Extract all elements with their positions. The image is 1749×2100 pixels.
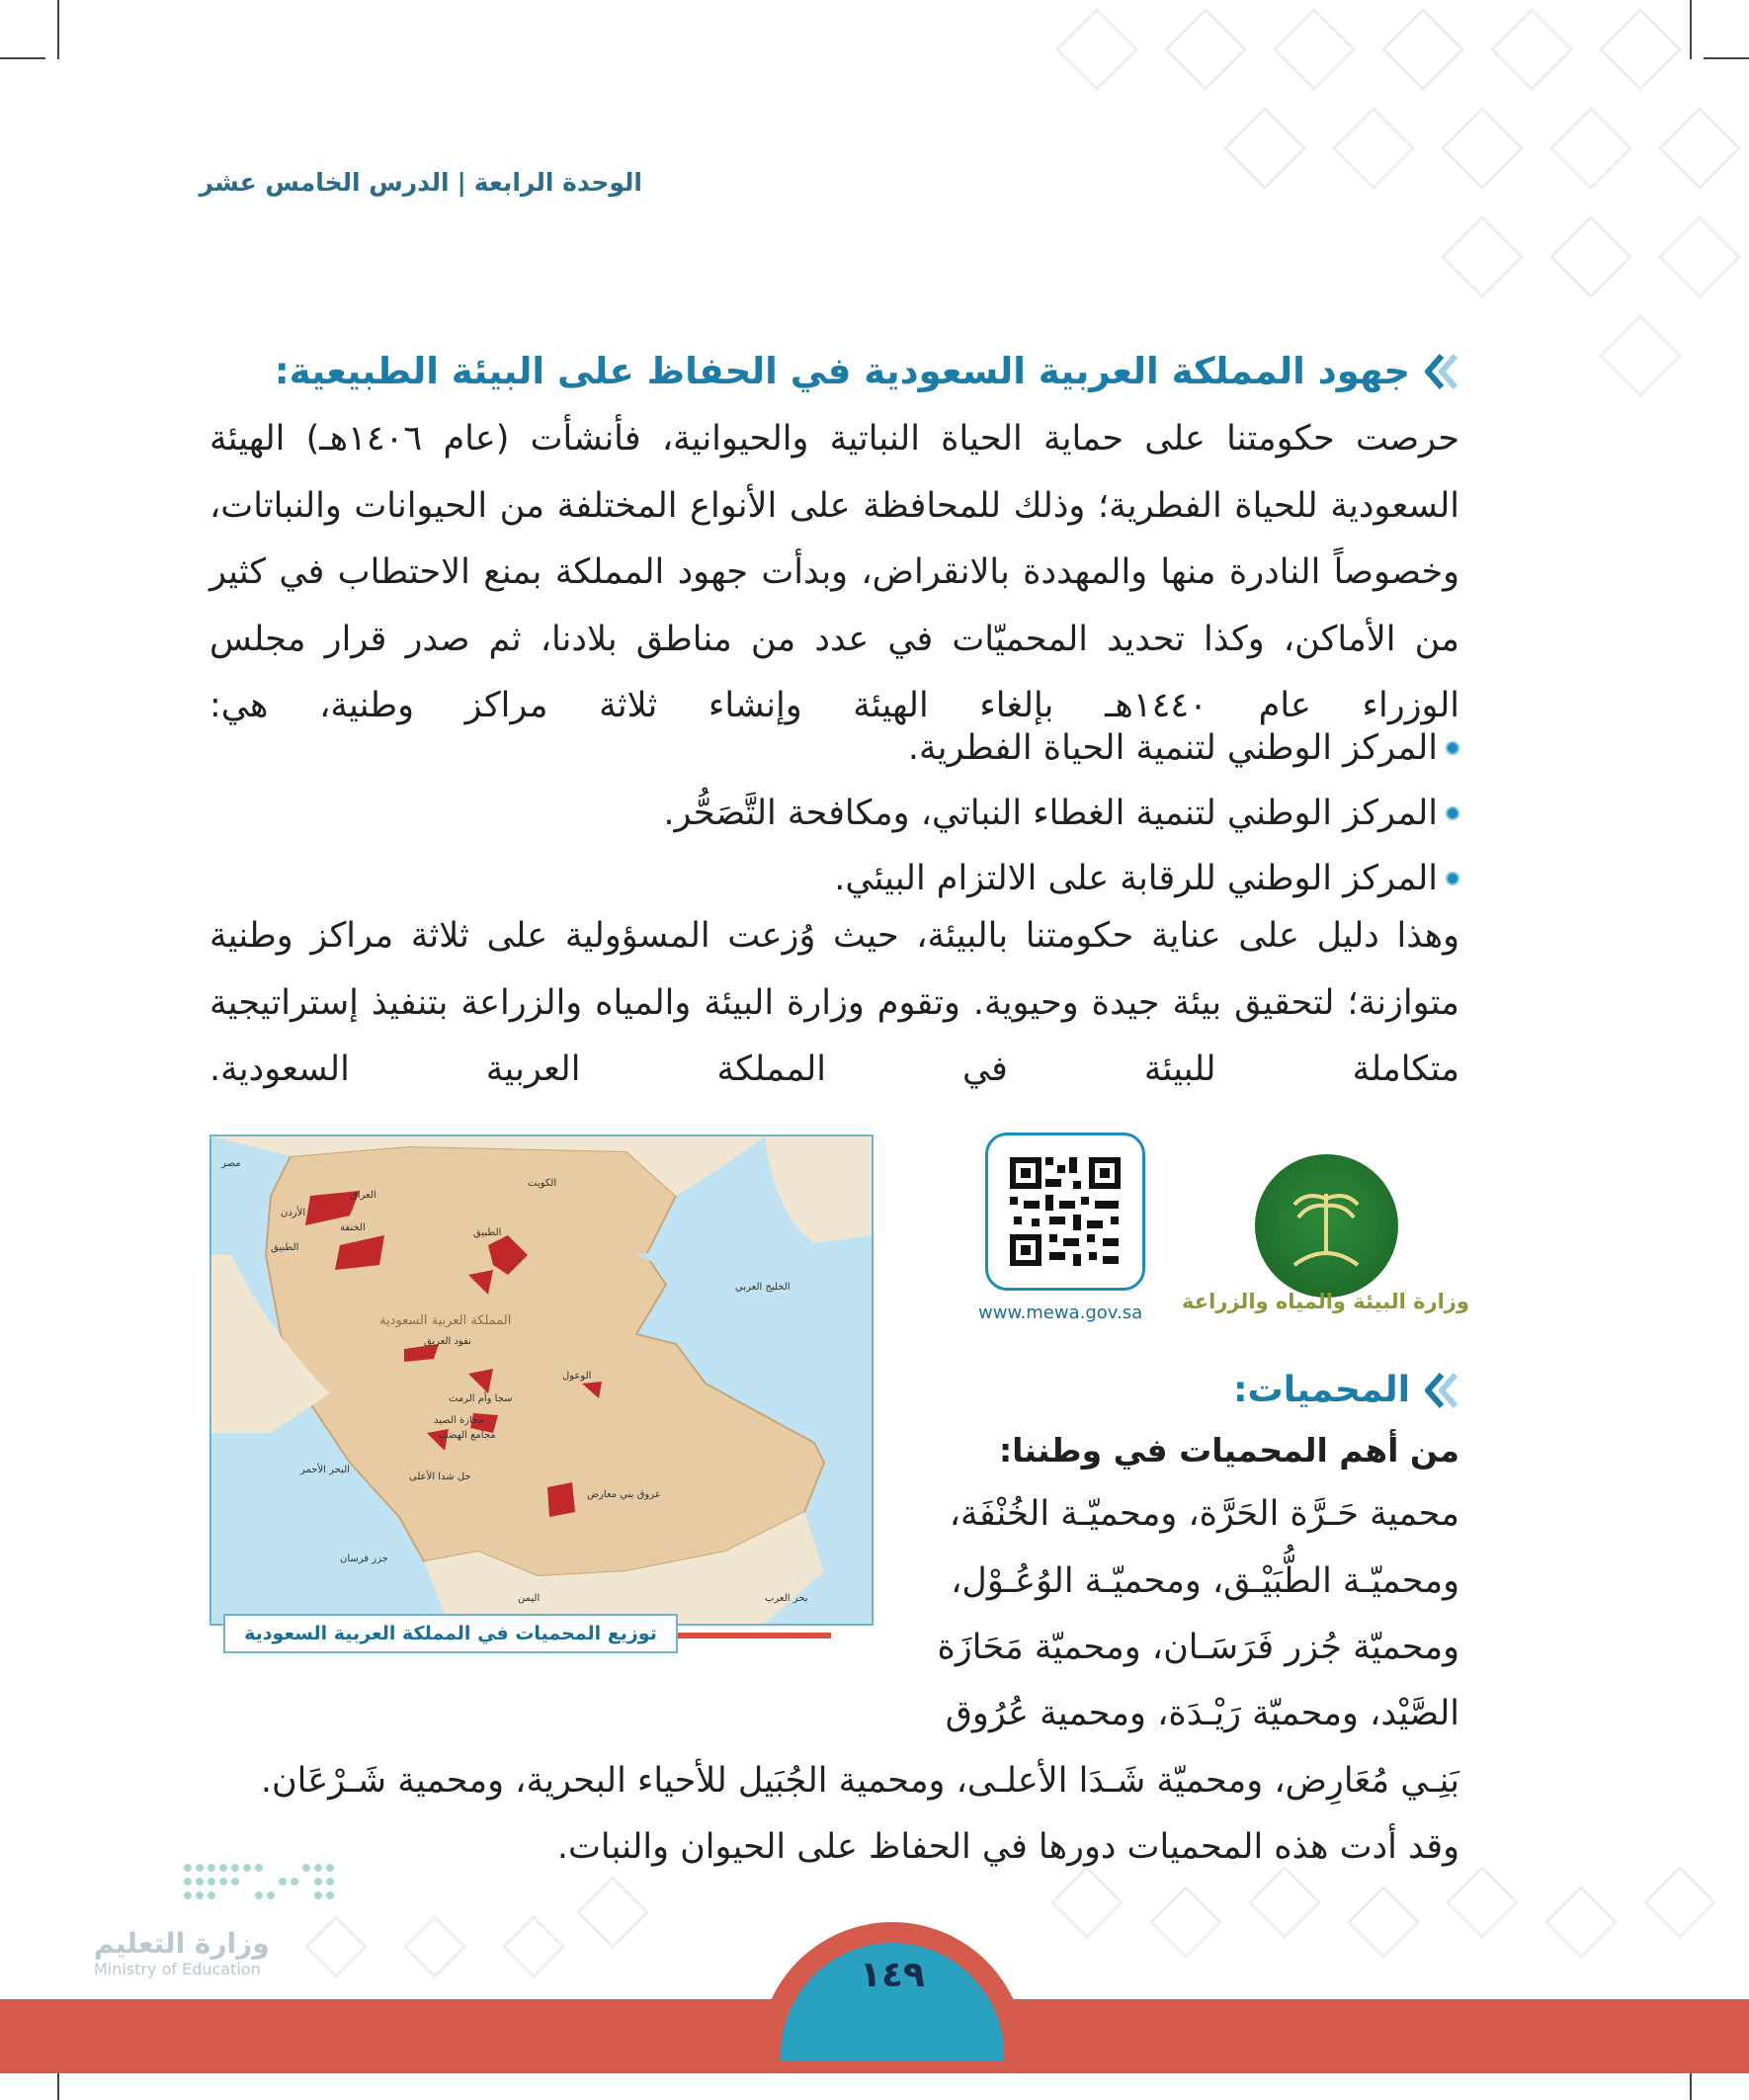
map-label: البحر الأحمر [300,1465,350,1475]
ministry-url[interactable]: www.mewa.gov.sa [978,1302,1143,1323]
page-number: ١٤٩ [860,1955,925,1995]
moe-english: Ministry of Education [94,1960,261,1978]
bullet-icon [1446,806,1459,820]
section-heading-efforts [275,350,1459,392]
map-label: الطبيق [271,1242,299,1253]
lesson-label: الدرس الخامس عشر [199,168,450,197]
ministry-logo [1255,1154,1398,1298]
land-east [765,1136,872,1243]
map-label: الخنفة [340,1222,366,1233]
map-label: نفود العريق [424,1336,471,1347]
caption-accent-bar [678,1633,831,1638]
qr-code-icon [988,1135,1142,1288]
map-label: محازة الصيد [434,1415,484,1426]
map-label: الخليج العربي [735,1282,791,1293]
separator: | [457,168,466,197]
reserves-line: محمية حَـرَّة الحَرَّة، ومحميّـة الخُنْفَة، [949,1494,1459,1534]
unit-label: الوحدة الرابعة [473,168,642,197]
double-chevron-icon [1420,1373,1459,1408]
map-label: اليمن [518,1593,541,1604]
map-label: عروق بني معارض [587,1489,661,1500]
reserves-line: بَنِـي مُعَارِض، ومحميّة شَـدَا الأعلـى، ومحمية الجُبَيل للأحياء البحرية، ومحمية شَـرْعَان. [260,1761,1459,1801]
map-label: مصر [221,1158,241,1169]
map-caption: توزيع المحميات في المملكة العربية السعودية [223,1614,678,1653]
list-item: المركز الوطني للرقابة على الالتزام البيئي. [663,846,1459,911]
ministry-name: وزارة البيئة والمياه والزراعة [1182,1290,1469,1313]
centers-list [663,715,1459,911]
reserves-line: الصَّيْد، ومحميّة رَيْـدَة، ومحمية عُرُوق [945,1694,1459,1733]
map-label: الطبيق [473,1227,502,1238]
crop-mark [57,0,59,59]
crop-mark [0,57,45,59]
qr-code[interactable] [985,1133,1145,1291]
bullet-icon [1446,872,1459,885]
map-label: سجا وأم الرمث [449,1393,513,1404]
map-label: الوعول [562,1371,592,1382]
conclusion-paragraph: وهذا دليل على عناية حكومتنا بالبيئة، حيث وُزعت المسؤولية على ثلاثة مراكز وطنية متوازنة؛ لتحقيق بيئة جيدة وحيوية. وتقوم وزارة البيئة والمياه والزراعة بتنفيذ إستراتيجية متكاملة للبيئة في المملكة العربية السعودية. [209,916,1459,1089]
section-title: المحميات: [1233,1370,1410,1410]
unit-lesson-header [200,168,642,197]
section-title: جهود المملكة العربية السعودية في الحفاظ على البيئة الطبيعية: [274,350,1410,392]
list-item: المركز الوطني لتنمية الغطاء النباتي، ومكافحة التَّصَحُّر. [663,781,1459,846]
bullet-icon [1446,741,1459,755]
reserve-area [547,1482,575,1517]
country-label: المملكة العربية السعودية [379,1313,512,1328]
reserves-map [209,1134,874,1626]
map-label: جزر فرسان [340,1554,388,1564]
ministry-of-education-logo [94,1927,270,1978]
map-label: حل شدا الأعلى [409,1471,471,1482]
moe-arabic: وزارة التعليم [94,1927,270,1960]
map-label: الكويت [528,1178,557,1189]
list-item: المركز الوطني لتنمية الحياة الفطرية. [663,715,1459,781]
map-label: الأردن [281,1208,306,1218]
map-label: مجامع الهضب [439,1430,496,1441]
reserves-subtitle: من أهم المحميات في وطننا: [998,1431,1459,1470]
map-label: بحر العرب [765,1593,808,1604]
section-heading-reserves [1233,1370,1459,1410]
palm-swords-icon [1255,1154,1398,1298]
ministry-education-dots-icon [178,1858,356,1917]
double-chevron-icon [1420,354,1459,389]
reserves-line: ومحميّـة الطُّبَيْـق، ومحميّـة الوُعُـوْل، [951,1561,1459,1601]
reserves-line: وقد أدت هذه المحميات دورها في الحفاظ على الحيوان والنبات. [556,1827,1459,1867]
reserves-line: ومحميّة جُزر فَرَسَـان، ومحميّة مَحَازَة [937,1628,1459,1667]
intro-paragraph: حرصت حكومتنا على حماية الحياة النباتية والحيوانية، فأنشأت (عام ١٤٠٦هـ) الهيئة السعودية للحياة الفطرية؛ وذلك للمحافظة على الأنواع المختلفة من الحيوانات والنباتات، وخصوصاً النادرة منها والمهددة بالانقراض، وبدأت جهود المملكة بمنع الاحتطاب في كثير من الأماكن، وكذا تحديد المحميّات في عدد من مناطق بلادنا، ثم صدر قرار مجلس الوزراء عام ١٤٤٠هـ بإلغاء الهيئة وإنشاء ثلاثة مراكز وطنية، هي: [209,419,1460,725]
map-label: العراق [350,1190,376,1201]
